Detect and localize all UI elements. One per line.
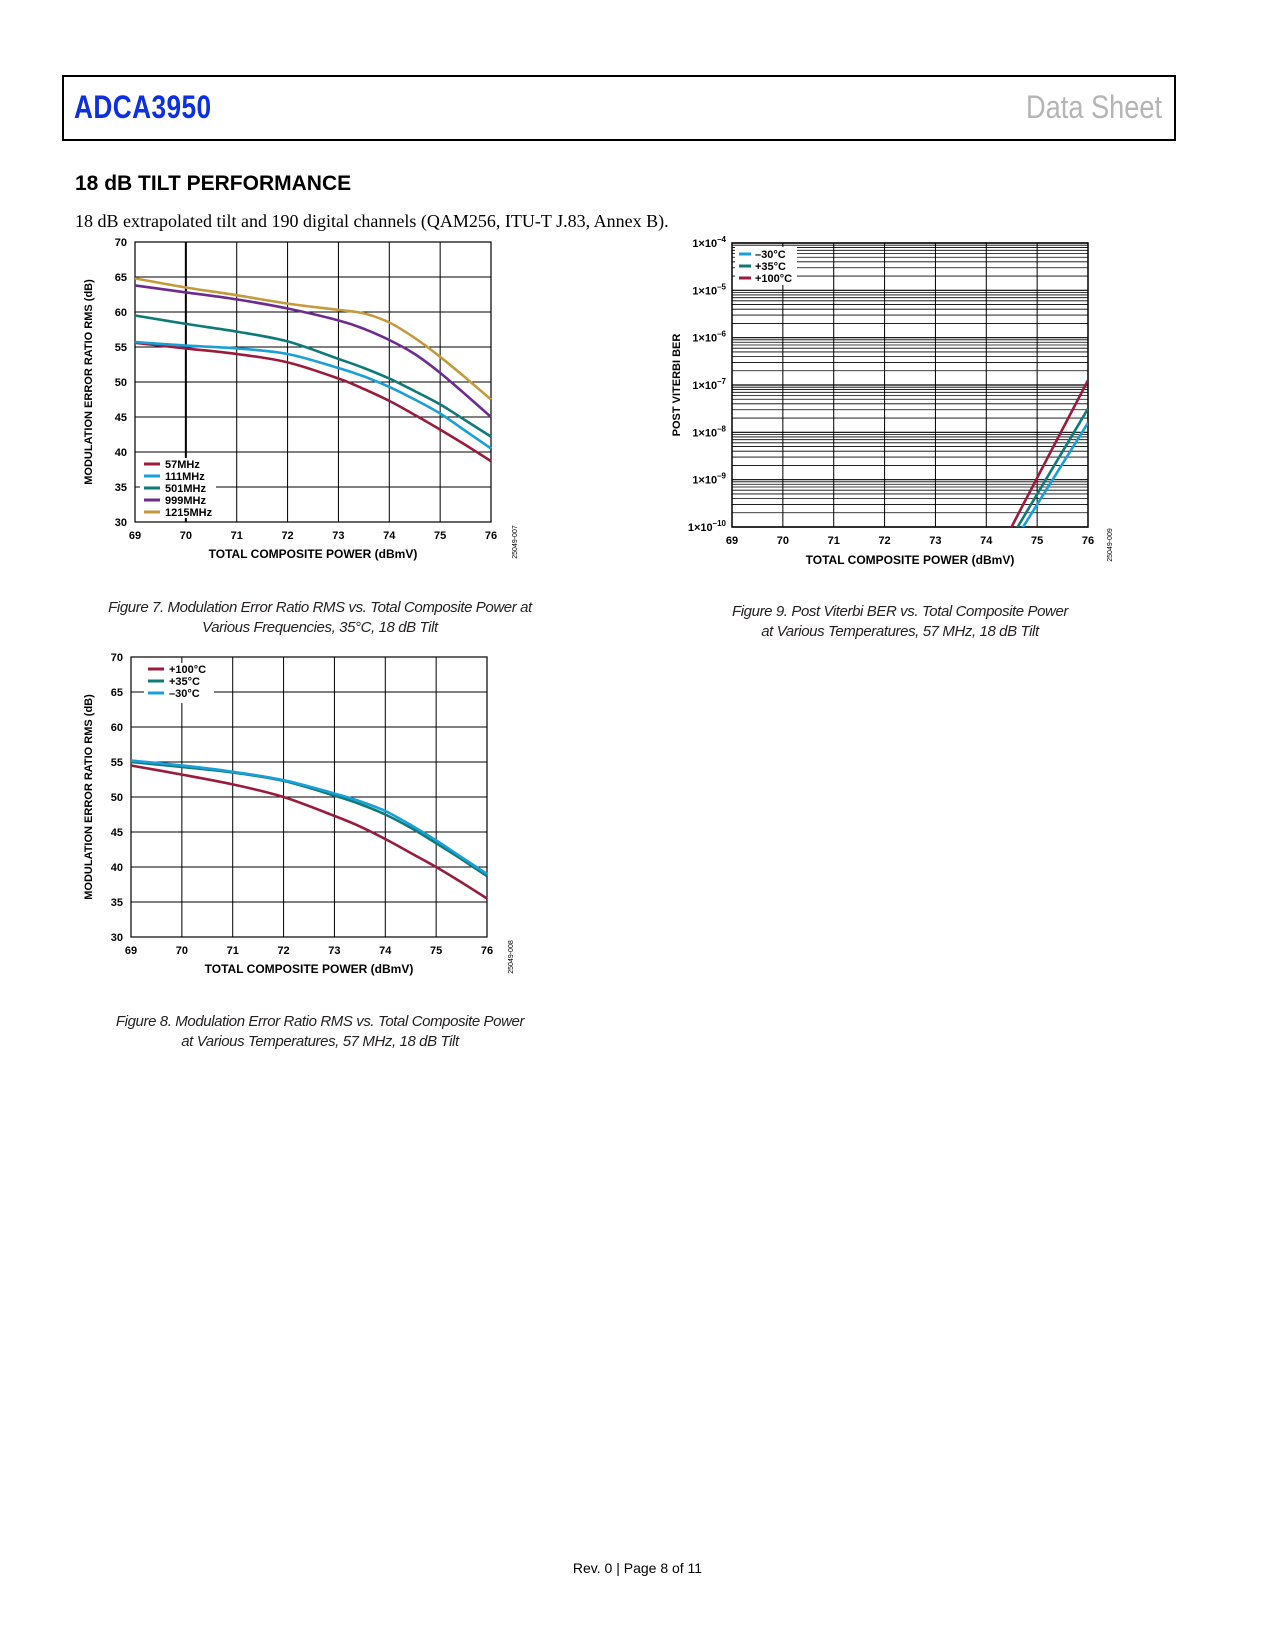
y-axis-label: MODULATION ERROR RATIO RMS (dB) <box>83 694 95 900</box>
section-title: 18 dB TILT PERFORMANCE <box>75 172 352 195</box>
x-axis-label: TOTAL COMPOSITE POWER (dBmV) <box>204 962 414 976</box>
series-line <box>135 278 491 399</box>
y-tick-label: 65 <box>114 272 127 284</box>
y-tick-label: 35 <box>110 897 123 909</box>
figure-code: 25049-007 <box>512 525 519 559</box>
y-tick-label: 30 <box>114 517 127 529</box>
x-tick-label: 69 <box>725 535 739 547</box>
legend-label: +35°C <box>755 261 787 273</box>
y-tick-label <box>692 235 726 250</box>
y-tick-base: 1×10 <box>692 238 718 250</box>
y-tick-base: 1×10 <box>692 332 718 345</box>
y-axis-label: POST VITERBI BER <box>671 333 683 437</box>
legend-label: 501MHz <box>165 483 206 495</box>
page-footer: Rev. 0 | Page 8 of 11 <box>572 1560 703 1576</box>
legend-label: 57MHz <box>165 459 200 471</box>
y-tick-label: 60 <box>114 307 127 319</box>
x-tick-label: 72 <box>281 530 294 542</box>
figure-8-chart <box>80 652 540 1000</box>
legend-label: 1215MHz <box>165 507 213 519</box>
x-tick-label: 75 <box>1031 535 1044 547</box>
y-tick-exponent: –10 <box>712 519 726 528</box>
y-tick-label <box>692 472 726 487</box>
figure-9-caption-line-1: Figure 9. Post Viterbi BER vs. Total Composite Power <box>731 603 1069 620</box>
x-tick-label: 71 <box>827 535 840 547</box>
y-tick-label <box>692 424 726 439</box>
legend-label: –30°C <box>755 249 786 261</box>
y-tick-label <box>692 282 726 297</box>
y-tick-label: 35 <box>114 482 127 494</box>
x-tick-label: 73 <box>332 530 345 542</box>
y-tick-label: 60 <box>110 722 123 734</box>
y-tick-label: 70 <box>110 652 123 664</box>
section-intro: 18 dB extrapolated tilt and 190 digital channels (QAM256, ITU-T J.83, Annex B). <box>75 211 669 231</box>
x-tick-label: 72 <box>277 945 290 957</box>
y-tick-exponent: –6 <box>717 329 726 339</box>
legend-label: +100°C <box>755 273 793 285</box>
x-axis-label: TOTAL COMPOSITE POWER (dBmV) <box>208 547 418 561</box>
figure-8-caption <box>85 1012 555 1052</box>
y-tick-label: 70 <box>114 237 127 249</box>
series-line <box>135 342 491 448</box>
y-tick-base: 1×10 <box>692 285 718 298</box>
x-tick-label: 73 <box>929 535 942 547</box>
y-tick-label: 55 <box>114 342 127 354</box>
x-tick-label: 71 <box>230 530 243 542</box>
figure-code: 25049-008 <box>508 940 515 974</box>
y-tick-base: 1×10 <box>692 427 718 440</box>
legend-label: 111MHz <box>165 471 205 483</box>
y-tick-base: 1×10 <box>692 474 718 487</box>
y-tick-label: 50 <box>114 377 127 389</box>
x-tick-label: 69 <box>124 945 138 957</box>
series-line <box>131 762 487 876</box>
x-tick-label: 74 <box>379 945 392 957</box>
x-tick-label: 69 <box>128 530 142 542</box>
y-tick-exponent: –8 <box>717 424 726 434</box>
figure-9-caption <box>665 602 1135 642</box>
x-tick-label: 70 <box>776 535 789 547</box>
series-line <box>135 316 491 437</box>
y-tick-label <box>692 377 726 392</box>
figure-8-caption-line-2: at Various Temperatures, 57 MHz, 18 dB Tilt <box>181 1033 459 1050</box>
x-tick-label: 72 <box>878 535 891 547</box>
x-tick-label: 76 <box>1081 535 1095 547</box>
x-tick-label: 70 <box>179 530 192 542</box>
legend-label: +100°C <box>169 664 207 676</box>
x-axis-label: TOTAL COMPOSITE POWER (dBmV) <box>805 553 1015 567</box>
y-tick-label <box>688 519 727 534</box>
figure-8-caption-line-1: Figure 8. Modulation Error Ratio RMS vs. Total Composite Power <box>115 1013 525 1030</box>
doc-type: Data Sheet <box>1025 89 1162 125</box>
legend-label: –30°C <box>169 688 200 700</box>
product-name[interactable]: ADCA3950 <box>74 89 212 125</box>
figure-7-chart <box>80 237 540 585</box>
y-tick-base: 1×10 <box>692 380 718 392</box>
y-tick-label: 50 <box>110 792 123 804</box>
figure-7-caption-line-1: Figure 7. Modulation Error Ratio RMS vs. Total Composite Power at <box>108 599 532 616</box>
y-axis-label: MODULATION ERROR RATIO RMS (dB) <box>83 279 95 485</box>
legend-label: +35°C <box>169 676 201 688</box>
legend-label: 999MHz <box>165 495 206 507</box>
y-tick-label: 40 <box>114 447 127 459</box>
series-line <box>1004 380 1088 541</box>
figure-7-caption-line-2: Various Frequencies, 35°C, 18 dB Tilt <box>202 619 438 636</box>
y-tick-label: 45 <box>114 412 127 424</box>
x-tick-label: 73 <box>328 945 341 957</box>
x-tick-label: 76 <box>484 530 498 542</box>
y-tick-label: 65 <box>110 687 123 699</box>
figure-9-caption-line-2: at Various Temperatures, 57 MHz, 18 dB Tilt <box>761 623 1039 640</box>
x-tick-label: 75 <box>430 945 443 957</box>
figure-7-caption <box>85 598 555 638</box>
y-tick-label: 55 <box>110 757 123 769</box>
x-tick-label: 70 <box>175 945 188 957</box>
header-box <box>62 75 1176 141</box>
y-tick-label <box>692 330 726 345</box>
y-tick-label: 40 <box>110 862 123 874</box>
x-tick-label: 76 <box>480 945 494 957</box>
x-tick-label: 74 <box>980 535 993 547</box>
series-line <box>135 285 491 417</box>
x-tick-label: 75 <box>434 530 447 542</box>
y-tick-base: 1×10 <box>687 522 713 534</box>
y-tick-label: 30 <box>110 932 123 944</box>
y-tick-exponent: –4 <box>717 235 726 244</box>
y-tick-label: 45 <box>110 827 123 839</box>
y-tick-exponent: –7 <box>717 377 726 386</box>
y-tick-exponent: –9 <box>717 471 726 481</box>
series-line <box>1009 409 1088 542</box>
y-tick-exponent: –5 <box>717 282 726 292</box>
series-line <box>131 761 487 874</box>
figure-9-chart <box>660 235 1140 595</box>
figure-code: 25049-009 <box>1107 528 1114 562</box>
x-tick-label: 74 <box>383 530 396 542</box>
x-tick-label: 71 <box>226 945 239 957</box>
